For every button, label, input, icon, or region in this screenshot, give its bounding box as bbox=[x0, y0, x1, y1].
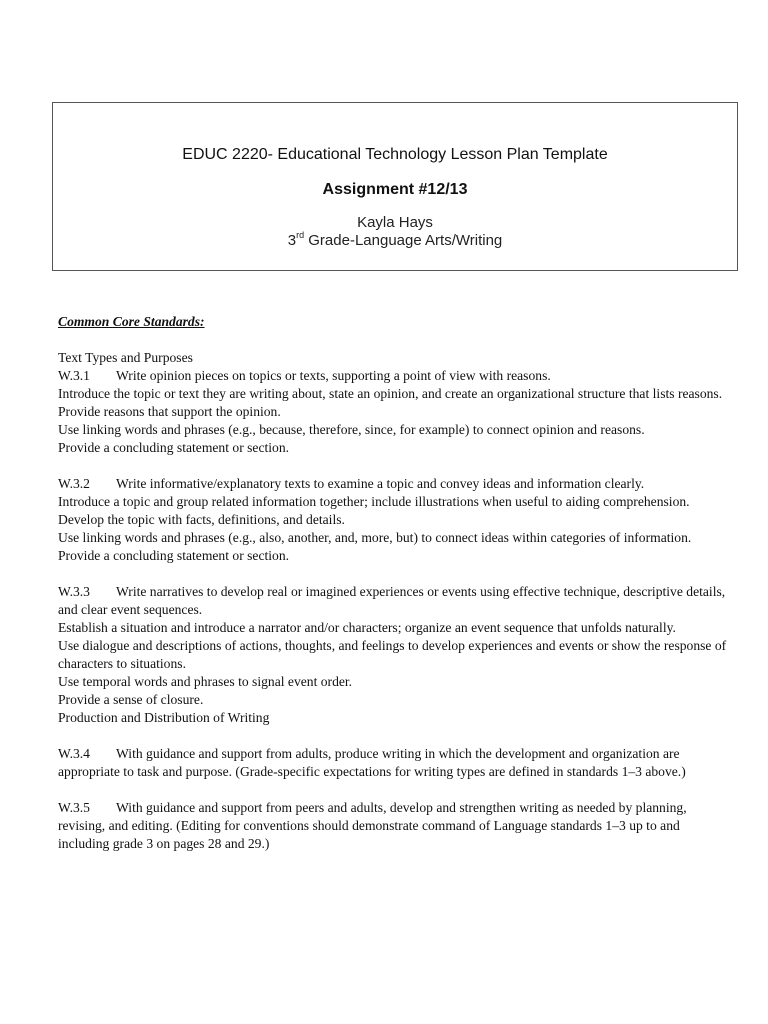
standards-line bbox=[58, 367, 730, 385]
standard-code: W.3.3 bbox=[58, 584, 90, 599]
standard-code: W.3.5 bbox=[58, 800, 90, 815]
grade-subject-text: Grade-Language Arts/Writing bbox=[304, 232, 503, 249]
standards-line: Provide a sense of closure. bbox=[58, 692, 204, 707]
standards-block bbox=[58, 475, 730, 565]
standard-text: Write narratives to develop real or imagined experiences or events using effective technique, descriptive details, and clear event sequences. bbox=[58, 584, 726, 617]
assignment-number: Assignment #12/13 bbox=[322, 181, 468, 198]
standards-line: Production and Distribution of Writing bbox=[58, 710, 270, 725]
standards-line: Use dialogue and descriptions of actions, thoughts, and feelings to develop experiences and events or show the response of characters to situations. bbox=[58, 638, 727, 671]
standards-line bbox=[58, 745, 730, 781]
standards-line: Provide a concluding statement or section. bbox=[58, 440, 290, 455]
grade-subject bbox=[53, 232, 737, 250]
standards-heading: Common Core Standards: bbox=[58, 314, 205, 329]
standards-line: Establish a situation and introduce a narrator and/or characters; organize an event sequence that unfolds naturally. bbox=[58, 620, 676, 635]
standard-text: Write opinion pieces on topics or texts, supporting a point of view with reasons. bbox=[116, 368, 551, 383]
document-title: EDUC 2220- Educational Technology Lesson Plan Template bbox=[182, 146, 608, 163]
standards-line: Introduce a topic and group related information together; include illustrations when useful to aiding comprehension. bbox=[58, 494, 690, 509]
standards-line: Use temporal words and phrases to signal event order. bbox=[58, 674, 353, 689]
standards-content bbox=[58, 313, 730, 871]
standards-line: Provide a concluding statement or section. bbox=[58, 548, 290, 563]
standard-code: W.3.4 bbox=[58, 746, 90, 761]
standards-line: Text Types and Purposes bbox=[58, 350, 193, 365]
standards-line: Provide reasons that support the opinion. bbox=[58, 404, 281, 419]
standards-block bbox=[58, 349, 730, 457]
standards-line bbox=[58, 583, 730, 619]
standard-code: W.3.1 bbox=[58, 368, 90, 383]
grade-number: 3 bbox=[287, 232, 297, 249]
standards-line: Use linking words and phrases (e.g., because, therefore, since, for example) to connect opinion and reasons. bbox=[58, 422, 645, 437]
standard-code: W.3.2 bbox=[58, 476, 90, 491]
standards-line: Develop the topic with facts, definitions, and details. bbox=[58, 512, 345, 527]
standards-line: Introduce the topic or text they are writing about, state an opinion, and create an organizational structure that lists reasons. bbox=[58, 386, 723, 401]
standard-text: Write informative/explanatory texts to examine a topic and convey ideas and information clearly. bbox=[116, 476, 645, 491]
standards-block bbox=[58, 799, 730, 853]
standards-line bbox=[58, 799, 730, 853]
grade-ordinal-suffix: rd bbox=[296, 230, 305, 240]
standards-block bbox=[58, 583, 730, 727]
header-box bbox=[52, 102, 738, 271]
standard-text: With guidance and support from peers and adults, develop and strengthen writing as needed by planning, revising, and editing. (Editing for conventions should demonstrate command of Language standards 1–3 up to and including grade 3 on pages 28 and 29.) bbox=[58, 800, 687, 851]
standards-line: Use linking words and phrases (e.g., also, another, and, more, but) to connect ideas within categories of information. bbox=[58, 530, 692, 545]
standards-block bbox=[58, 745, 730, 781]
standard-text: With guidance and support from adults, produce writing in which the development and organization are appropriate to task and purpose. (Grade-specific expectations for writing types are defined in standards 1–3 above.) bbox=[58, 746, 686, 779]
author-name: Kayla Hays bbox=[357, 214, 433, 231]
standards-line bbox=[58, 475, 730, 493]
